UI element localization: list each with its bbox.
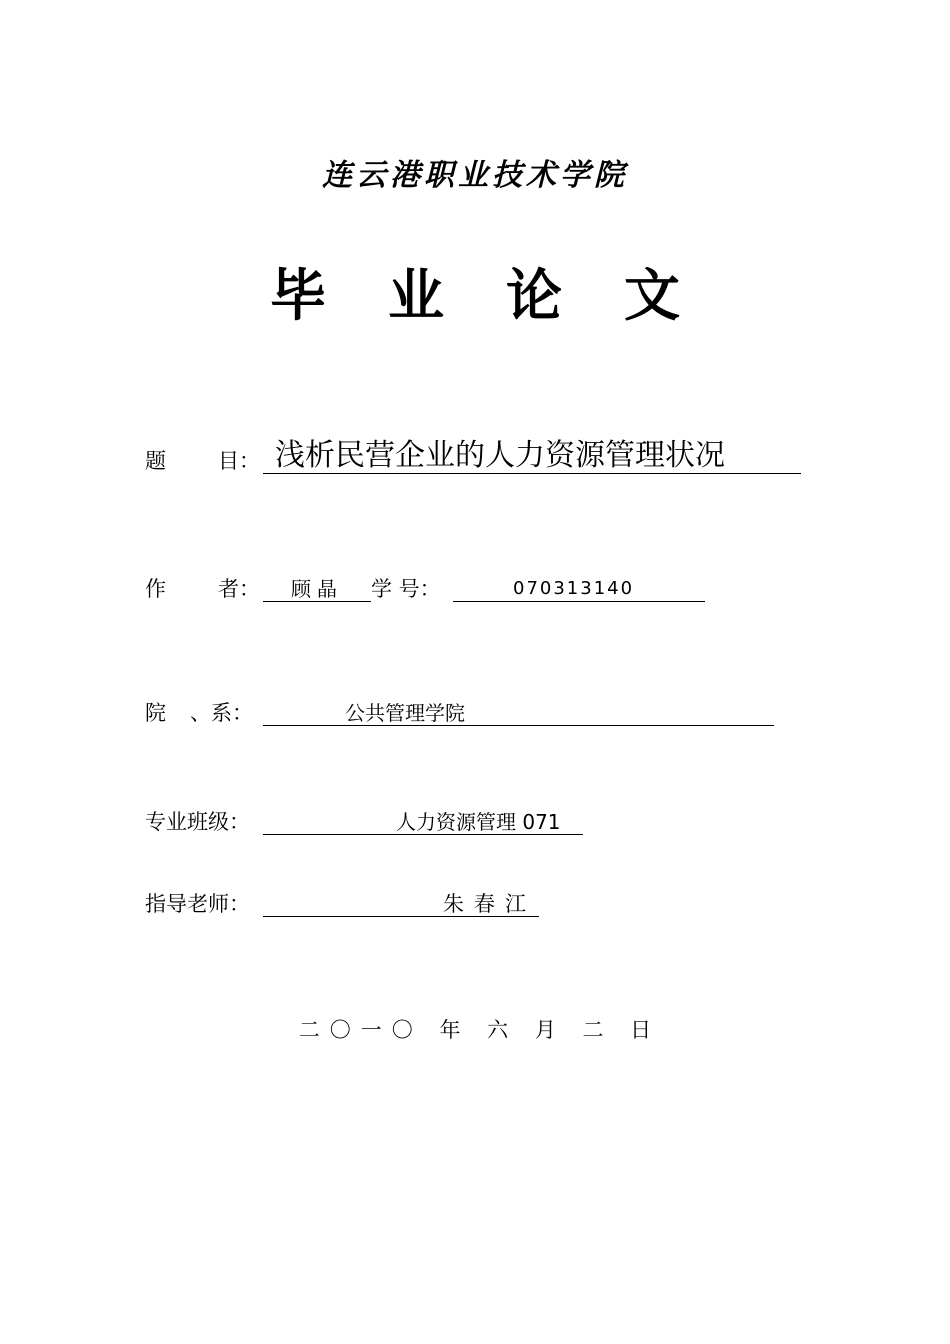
- department-label-a: 院: [145, 701, 166, 725]
- student-number-value: 070313140: [453, 576, 705, 602]
- student-number-label: 学 号：: [371, 577, 441, 601]
- author-value-field: [263, 576, 371, 602]
- document-title: 毕业论文: [270, 264, 742, 329]
- topic-label: [145, 446, 260, 476]
- topic-label-a: 题: [145, 449, 166, 473]
- topic-value: 浅析民营企业的人力资源管理状况: [263, 438, 801, 474]
- advisor-value: 朱春江: [443, 892, 536, 916]
- author-label-a: 作: [145, 577, 166, 601]
- major-class-label: 专业班级：: [145, 810, 250, 834]
- department-label-b: 、系：: [190, 701, 253, 725]
- advisor-value-field: [263, 891, 539, 917]
- topic-label-b: 目：: [218, 449, 260, 473]
- department-value: 公共管理学院: [263, 700, 774, 726]
- school-name: 连云港职业技术学院: [322, 158, 628, 193]
- advisor-label: 指导老师：: [145, 892, 250, 916]
- author-value: 顾晶: [291, 577, 343, 601]
- author-label: [145, 574, 260, 604]
- major-class-value: 人力资源管理 071: [263, 809, 583, 835]
- department-label: [145, 698, 253, 728]
- submission-date: 二〇一〇 年 六 月 二 日: [298, 1018, 662, 1042]
- author-label-b: 者：: [218, 577, 260, 601]
